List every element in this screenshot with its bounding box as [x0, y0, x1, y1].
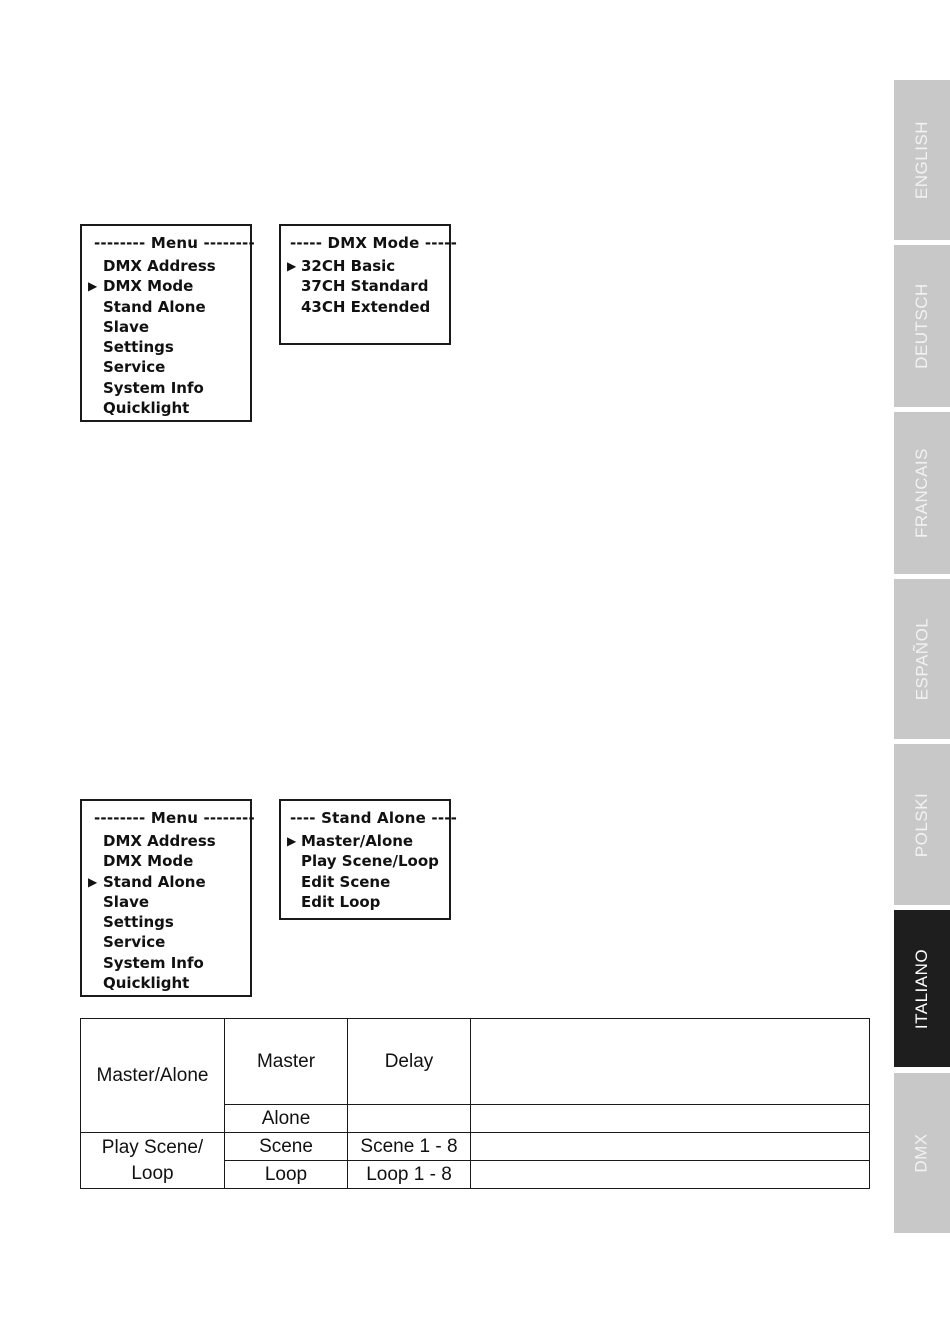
- menu-item-system-info[interactable]: System Info: [103, 953, 204, 972]
- submenu-item-play-scene-loop[interactable]: Play Scene/Loop: [301, 852, 439, 871]
- dmx-mode-display: [279, 224, 458, 345]
- table-cell-description: [471, 1019, 870, 1105]
- menu-item-slave[interactable]: Slave: [103, 317, 150, 336]
- table-cell-description: [471, 1161, 870, 1189]
- table-cell-value: Loop 1 - 8: [348, 1161, 471, 1189]
- submenu-item-master-alone[interactable]: ▶ Master/Alone: [287, 832, 414, 850]
- tab-label: FRANCAIS: [912, 448, 931, 538]
- table-cell-group: Master/Alone: [81, 1019, 225, 1133]
- menu-item-stand-alone[interactable]: ▶ Stand Alone: [88, 872, 206, 891]
- table-cell-option: Alone: [225, 1105, 348, 1133]
- tab-label: ITALIANO: [912, 948, 932, 1029]
- menu-item-settings[interactable]: Settings: [103, 338, 174, 357]
- menu-title: -------- Menu --------: [94, 234, 255, 252]
- menu-title: -------- Menu --------: [94, 809, 255, 827]
- menu-list: [88, 256, 216, 418]
- table-cell-description: [471, 1105, 870, 1133]
- main-menu-display-1: [80, 224, 255, 422]
- tab-polski[interactable]: [894, 744, 950, 905]
- menu-item-dmx-address[interactable]: DMX Address: [103, 257, 216, 275]
- tab-dmx[interactable]: [894, 1073, 950, 1233]
- tab-label: ENGLISH: [912, 120, 932, 200]
- selection-arrow-icon: ▶: [287, 834, 297, 848]
- table-row: [81, 1133, 870, 1161]
- menu-item-quicklight[interactable]: Quicklight: [103, 399, 190, 418]
- submenu-item-37ch-standard[interactable]: 37CH Standard: [301, 277, 429, 296]
- tab-label: DEUTSCH: [912, 283, 932, 369]
- menu-item-dmx-address[interactable]: DMX Address: [103, 832, 216, 850]
- submenu-title: ---- Stand Alone ----: [290, 809, 458, 827]
- submenu-item-32ch-basic[interactable]: ▶ 32CH Basic: [287, 257, 396, 275]
- menu-item-settings[interactable]: Settings: [103, 913, 174, 932]
- tab-english[interactable]: [894, 80, 950, 240]
- submenu-list: [287, 831, 439, 912]
- menu-item-slave[interactable]: Slave: [103, 892, 150, 911]
- table-cell-option: Scene: [225, 1133, 348, 1161]
- tab-deutsch[interactable]: [894, 245, 950, 407]
- table-cell-value: [348, 1105, 471, 1133]
- tab-label: ESPAÑOL: [912, 617, 931, 701]
- menu-item-service[interactable]: Service: [103, 358, 166, 377]
- selection-arrow-icon: ▶: [88, 874, 98, 889]
- menu-list: [88, 831, 216, 993]
- tab-label: DMX: [912, 1133, 931, 1173]
- submenu-item-edit-scene[interactable]: Edit Scene: [301, 872, 391, 891]
- menu-item-stand-alone[interactable]: Stand Alone: [103, 297, 206, 316]
- tab-label: POLSKI: [912, 792, 932, 857]
- table-cell-value: Scene 1 - 8: [348, 1133, 471, 1161]
- menu-item-dmx-mode[interactable]: DMX Mode: [103, 852, 194, 871]
- selection-arrow-icon: ▶: [287, 259, 297, 273]
- submenu-item-43ch-extended[interactable]: 43CH Extended: [301, 297, 431, 316]
- menu-item-dmx-mode[interactable]: ▶ DMX Mode: [88, 277, 194, 296]
- table-cell-option: Master: [225, 1019, 348, 1105]
- menu-item-service[interactable]: Service: [103, 933, 166, 952]
- stand-alone-parameter-table: [80, 1018, 870, 1189]
- submenu-item-edit-loop[interactable]: Edit Loop: [301, 892, 381, 911]
- tab-italiano[interactable]: [894, 910, 950, 1067]
- table-cell-group: Play Scene/ Loop: [81, 1133, 225, 1189]
- stand-alone-display: [279, 799, 458, 920]
- table-cell-description: [471, 1133, 870, 1161]
- menu-item-system-info[interactable]: System Info: [103, 378, 204, 397]
- table-cell-value: Delay: [348, 1019, 471, 1105]
- submenu-list: [287, 256, 430, 317]
- table-row: [81, 1019, 870, 1105]
- submenu-title: ----- DMX Mode -----: [290, 234, 458, 252]
- selection-arrow-icon: ▶: [88, 279, 98, 294]
- tab-francais[interactable]: [894, 412, 950, 574]
- main-menu-display-2: [80, 799, 255, 997]
- tab-espanol[interactable]: [894, 579, 950, 739]
- table-cell-option: Loop: [225, 1161, 348, 1189]
- menu-item-quicklight[interactable]: Quicklight: [103, 974, 190, 993]
